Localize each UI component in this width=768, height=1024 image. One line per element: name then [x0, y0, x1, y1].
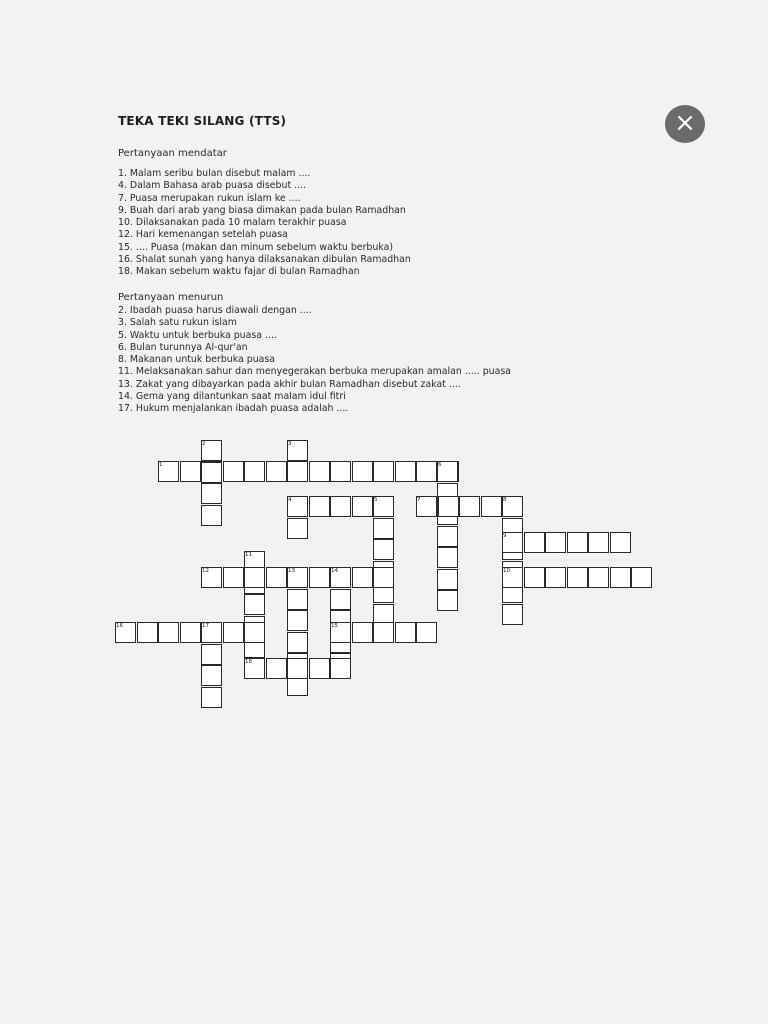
cell-number: 10	[503, 568, 510, 574]
crossword-cell[interactable]	[223, 461, 244, 482]
crossword-cell[interactable]	[567, 532, 588, 553]
crossword-cell[interactable]	[502, 496, 523, 517]
crossword-cell[interactable]	[266, 567, 287, 588]
crossword-cell[interactable]	[309, 496, 330, 517]
cell-number: 12	[202, 568, 209, 574]
cell-number: 5	[374, 497, 378, 503]
cell-number: 14	[331, 568, 338, 574]
down-clue-list	[118, 305, 511, 416]
crossword-cell[interactable]	[373, 461, 394, 482]
crossword-cell[interactable]	[502, 532, 523, 553]
crossword-cell[interactable]	[502, 567, 523, 588]
crossword-cell[interactable]	[287, 610, 308, 631]
crossword-cell[interactable]	[330, 658, 351, 679]
crossword-cell[interactable]	[330, 589, 351, 610]
crossword-cell[interactable]	[545, 532, 566, 553]
across-clue-list	[118, 168, 411, 279]
crossword-cell[interactable]	[201, 505, 222, 526]
crossword-cell[interactable]	[201, 644, 222, 665]
crossword-cell[interactable]	[201, 462, 222, 483]
crossword-cell[interactable]	[437, 461, 458, 482]
crossword-cell[interactable]	[287, 496, 308, 517]
crossword-cell[interactable]	[137, 622, 158, 643]
clue-item: 18. Makan sebelum waktu fajar di bulan Ramadhan	[118, 266, 360, 278]
cell-number: 4	[288, 497, 292, 503]
crossword-cell[interactable]	[373, 622, 394, 643]
crossword-cell[interactable]	[352, 461, 373, 482]
crossword-cell[interactable]	[330, 622, 351, 643]
crossword-cell[interactable]	[180, 622, 201, 643]
crossword-cell[interactable]	[437, 526, 458, 547]
crossword-cell[interactable]	[524, 567, 545, 588]
crossword-cell[interactable]	[438, 496, 459, 517]
clue-item: 15. .... Puasa (makan dan minum sebelum waktu berbuka)	[118, 241, 393, 253]
cell-number: 3	[288, 441, 292, 447]
crossword-cell[interactable]	[244, 622, 265, 643]
crossword-cell[interactable]	[610, 567, 631, 588]
crossword-cell[interactable]	[244, 567, 265, 588]
crossword-cell[interactable]	[588, 567, 609, 588]
clue-item: 17. Hukum menjalankan ibadah puasa adalah ....	[118, 403, 349, 415]
crossword-cell[interactable]	[309, 567, 330, 588]
cell-number: 1	[159, 462, 163, 468]
crossword-cell[interactable]	[437, 547, 458, 568]
close-icon[interactable]: ×	[665, 105, 705, 143]
crossword-cell[interactable]	[373, 539, 394, 560]
crossword-cell[interactable]	[373, 518, 394, 539]
crossword-cell[interactable]	[437, 569, 458, 590]
crossword-cell[interactable]	[287, 567, 308, 588]
crossword-cell[interactable]	[309, 658, 330, 679]
clue-item: 4. Dalam Bahasa arab puasa disebut ....	[118, 180, 307, 192]
clue-item: 8. Makanan untuk berbuka puasa	[118, 354, 276, 366]
crossword-cell[interactable]	[287, 589, 308, 610]
cell-number: 17	[202, 623, 209, 629]
crossword-cell[interactable]	[330, 461, 351, 482]
crossword-cell[interactable]	[502, 604, 523, 625]
crossword-cell[interactable]	[588, 532, 609, 553]
crossword-cell[interactable]	[416, 496, 437, 517]
crossword-cell[interactable]	[352, 496, 373, 517]
document-title: TEKA TEKI SILANG (TTS)	[118, 114, 287, 128]
crossword-cell[interactable]	[330, 567, 351, 588]
clue-item: 10. Dilaksanakan pada 10 malam terakhir puasa	[118, 217, 347, 229]
crossword-cell[interactable]	[201, 665, 222, 686]
down-heading: Pertanyaan menurun	[118, 292, 224, 303]
crossword-cell[interactable]	[244, 658, 265, 679]
crossword-cell[interactable]	[395, 622, 416, 643]
crossword-cell[interactable]	[201, 687, 222, 708]
crossword-cell[interactable]	[115, 622, 136, 643]
crossword-cell[interactable]	[373, 496, 394, 517]
cell-number: 11	[245, 552, 252, 558]
crossword-cell[interactable]	[266, 658, 287, 679]
crossword-cell[interactable]	[158, 461, 179, 482]
crossword-cell[interactable]	[223, 622, 244, 643]
crossword-cell[interactable]	[287, 440, 308, 461]
clue-item: 2. Ibadah puasa harus diawali dengan ....	[118, 305, 312, 316]
crossword-cell[interactable]	[244, 594, 265, 615]
cell-number: 16	[116, 623, 123, 629]
crossword-cell[interactable]	[416, 461, 437, 482]
crossword-cell[interactable]	[459, 496, 480, 517]
crossword-cell[interactable]	[631, 567, 652, 588]
crossword-cell[interactable]	[416, 622, 437, 643]
crossword-cell[interactable]	[223, 567, 244, 588]
clue-item: 5. Waktu untuk berbuka puasa ....	[118, 329, 277, 341]
across-heading: Pertanyaan mendatar	[118, 148, 227, 159]
clue-item: 13. Zakat yang dibayarkan pada akhir bulan Ramadhan disebut zakat ....	[118, 378, 461, 390]
crossword-cell[interactable]	[373, 567, 394, 588]
crossword-cell[interactable]	[545, 567, 566, 588]
crossword-cell[interactable]	[395, 461, 416, 482]
cell-number: 18	[245, 659, 252, 665]
clue-item: 1. Malam seribu bulan disebut malam ....	[118, 168, 311, 179]
crossword-cell[interactable]	[481, 496, 502, 517]
crossword-cell[interactable]	[287, 632, 308, 653]
clue-item: 7. Puasa merupakan rukun islam ke ....	[118, 192, 301, 204]
cell-number: 2	[202, 441, 206, 447]
clue-item: 14. Gema yang dilantunkan saat malam idul fitri	[118, 391, 346, 403]
clue-item: 16. Shalat sunah yang hanya dilaksanakan dibulan Ramadhan	[118, 254, 411, 266]
crossword-cell[interactable]	[524, 532, 545, 553]
crossword-cell[interactable]	[352, 567, 373, 588]
cell-number: 6	[438, 462, 442, 468]
cell-number: 13	[288, 568, 295, 574]
clue-item: 9. Buah dari arab yang biasa dimakan pada bulan Ramadhan	[118, 204, 406, 216]
clue-item: 3. Salah satu rukun islam	[118, 317, 237, 329]
crossword-cell[interactable]	[201, 483, 222, 504]
cell-number: 9	[503, 533, 507, 539]
crossword-cell[interactable]	[201, 440, 222, 461]
crossword-cell[interactable]	[244, 461, 265, 482]
crossword-cell[interactable]	[287, 518, 308, 539]
crossword-cell[interactable]	[201, 567, 222, 588]
crossword-cell[interactable]	[158, 622, 179, 643]
crossword-cell[interactable]	[266, 461, 287, 482]
cell-number: 7	[417, 497, 421, 503]
crossword-cell[interactable]	[287, 658, 308, 679]
clue-item: 11. Melaksanakan sahur dan menyegerakan berbuka merupakan amalan ..... puasa	[118, 366, 511, 378]
crossword-cell[interactable]	[309, 461, 330, 482]
clue-item: 6. Bulan turunnya Al-qur'an	[118, 341, 248, 353]
crossword-cell[interactable]	[180, 461, 201, 482]
cell-number: 15	[331, 623, 338, 629]
crossword-cell[interactable]	[610, 532, 631, 553]
crossword-cell[interactable]	[567, 567, 588, 588]
crossword-cell[interactable]	[352, 622, 373, 643]
crossword-cell[interactable]	[437, 590, 458, 611]
crossword-cell[interactable]	[201, 622, 222, 643]
clue-item: 12. Hari kemenangan setelah puasa	[118, 229, 288, 241]
crossword-cell[interactable]	[330, 496, 351, 517]
crossword-cell[interactable]	[287, 461, 308, 482]
cell-number: 8	[503, 497, 507, 503]
